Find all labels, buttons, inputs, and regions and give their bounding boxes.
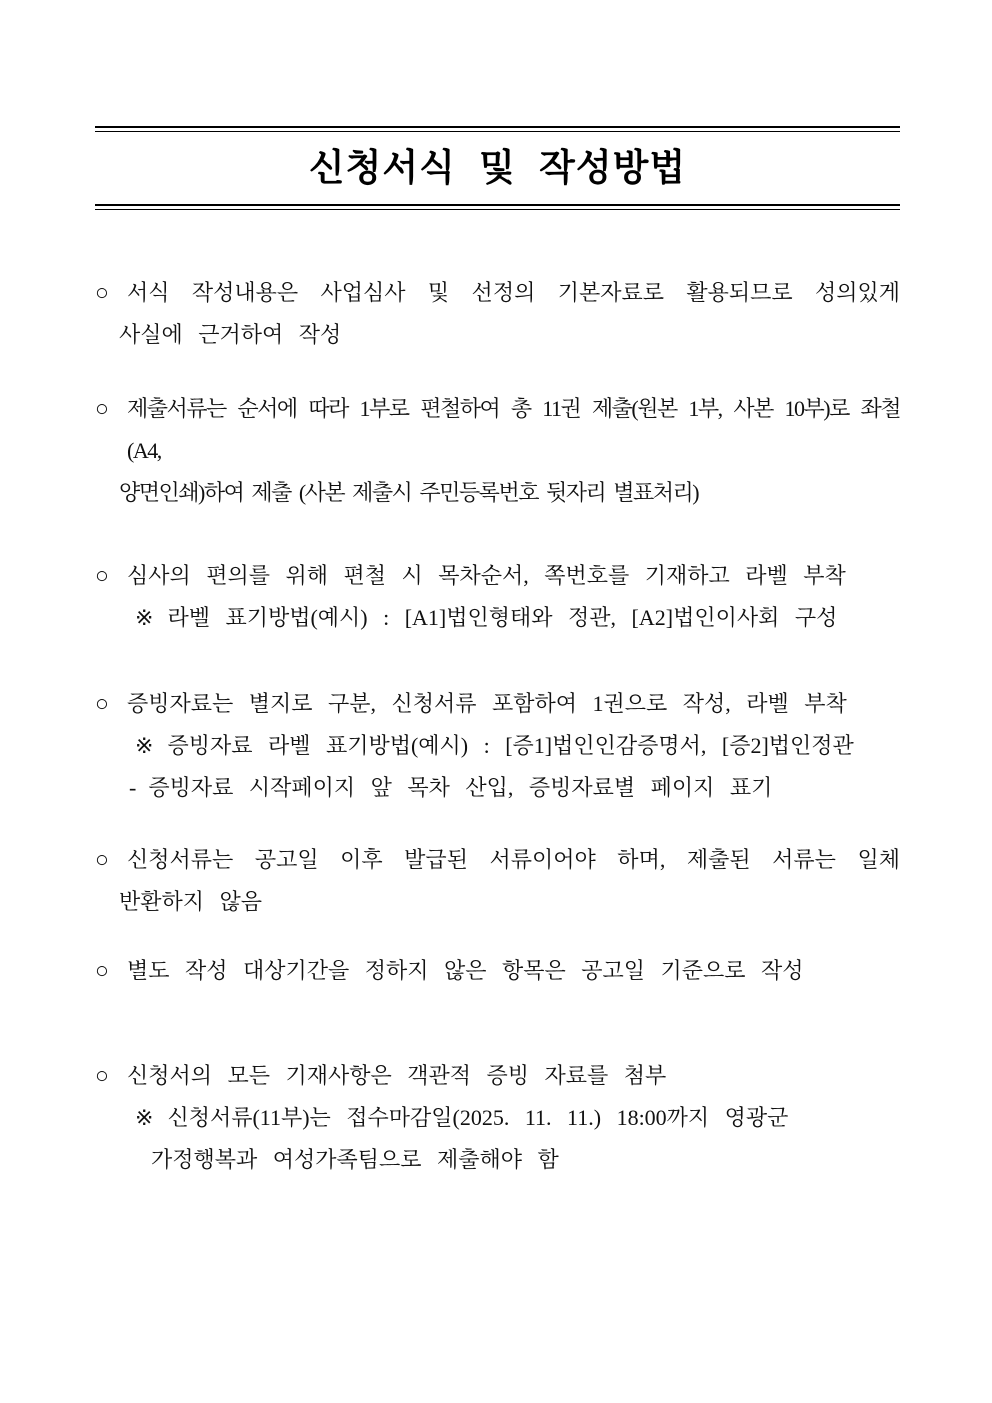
circle-bullet-marker: ○ [95,847,109,872]
line-text: 라벨 표기방법(예시) : [A1]법인형태와 정관, [A2]법인이사회 구성 [167,605,838,630]
text-line [95,1055,900,1097]
line-text: 증빙자료 시작페이지 앞 목차 산입, 증빙자료별 페이지 표기 [148,775,773,800]
title-block [95,126,900,210]
bullet-section [95,388,900,514]
text-line [95,597,900,639]
text-line [95,725,900,767]
text-line [95,950,900,992]
reference-mark-marker: ※ [135,1105,154,1130]
reference-mark-marker: ※ [135,733,154,758]
title-bottom-rule [95,204,900,210]
line-text: 신청서류(11부)는 접수마감일(2025. 11. 11.) 18:00까지 영광군 [167,1105,789,1130]
line-text: 별도 작성 대상기간을 정하지 않은 항목은 공고일 기준으로 작성 [127,958,804,983]
text-line [95,1097,900,1139]
text-line [95,839,900,881]
text-line [95,881,900,923]
circle-bullet-marker: ○ [95,958,109,983]
circle-bullet-marker: ○ [95,396,108,421]
line-text: 반환하지 않음 [119,889,263,914]
text-line [95,472,900,514]
text-line [95,767,900,809]
line-text: 증빙자료는 별지로 구분, 신청서류 포함하여 1권으로 작성, 라벨 부착 [127,691,847,716]
line-text: 제출서류는 순서에 따라 1부로 편철하여 총 11권 제출(원본 1부, 사본 10부)로 좌철 (A4, [127,396,900,463]
line-text: 가정행복과 여성가족팀으로 제출해야 함 [151,1147,559,1172]
text-line [95,555,900,597]
bullet-section [95,555,900,639]
dash-marker: - [129,775,137,800]
line-text: 사실에 근거하여 작성 [119,322,342,347]
page-title: 신청서식 및 작성방법 [308,147,687,188]
text-line [95,314,900,356]
line-text: 서식 작성내용은 사업심사 및 선정의 기본자료로 활용되므로 성의있게 [127,280,900,305]
text-line [95,272,900,314]
circle-bullet-marker: ○ [95,1063,109,1088]
line-text: 심사의 편의를 위해 편철 시 목차순서, 쪽번호를 기재하고 라벨 부착 [127,563,846,588]
bullet-section [95,839,900,923]
line-text: 증빙자료 라벨 표기방법(예시) : [증1]법인인감증명서, [증2]법인정관 [167,733,854,758]
circle-bullet-marker: ○ [95,280,109,305]
line-text: 신청서류는 공고일 이후 발급된 서류이어야 하며, 제출된 서류는 일체 [127,847,900,872]
reference-mark-marker: ※ [135,605,154,630]
bullet-section [95,950,900,992]
line-text: 양면인쇄)하여 제출 (사본 제출시 주민등록번호 뒷자리 별표처리) [119,480,699,505]
content [95,272,900,1181]
bullet-section [95,683,900,809]
circle-bullet-marker: ○ [95,691,109,716]
text-line [95,1139,900,1181]
bullet-section [95,272,900,356]
text-line [95,683,900,725]
circle-bullet-marker: ○ [95,563,109,588]
title-top-rule [95,126,900,132]
line-text: 신청서의 모든 기재사항은 객관적 증빙 자료를 첨부 [127,1063,667,1088]
text-line [95,388,900,472]
bullet-section [95,1055,900,1181]
